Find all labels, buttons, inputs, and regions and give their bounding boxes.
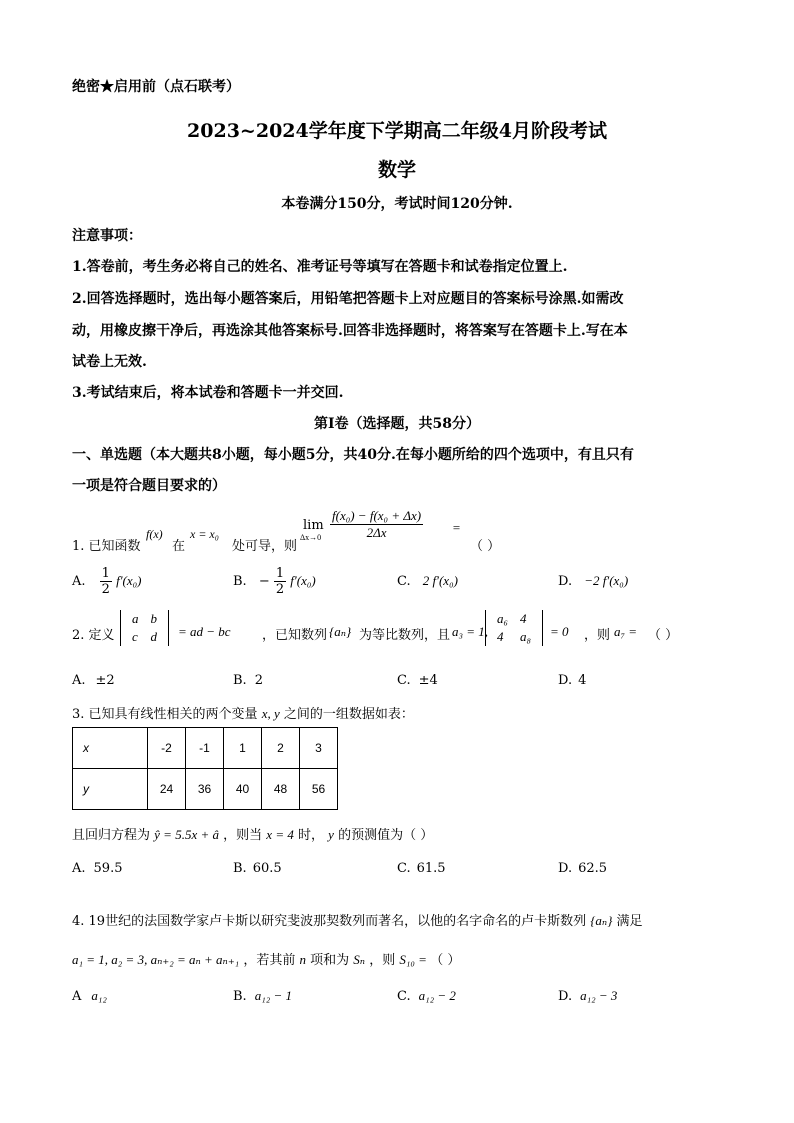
q3-regression-line: 且回归方程为 ŷ = 5.5x + â ，则当 x = 4 时， y 的预测值为（ ） [72,827,434,843]
table-row [73,728,338,769]
q1-mid: 在 [172,539,186,554]
notice-item: 2.回答选择题时，选出每小题答案后，用铅笔把答题卡上对应题目的答案标号涂黑.如需改 [72,291,624,307]
subject-title: 数学 [377,159,416,181]
q2-option-c: C. ±4 [397,673,438,688]
q4-line1: 4. 19世纪的法国数学家卢卡斯以研究斐波那契数列而著名，以他的名字命名的卢卡斯数列 [72,914,587,929]
table-cell: -1 [186,728,224,769]
table-cell: 24 [148,769,186,810]
table-cell: 56 [300,769,338,810]
q4-option-d: D. a₁₂ − 3 [558,988,618,1004]
table-cell: 40 [224,769,262,810]
q1-option-b: B. − $\frac{1}{2}$ f′(x₀) [233,566,316,597]
q2-determinant-def: a b c d [120,610,169,646]
q2-eq2: = 0 [550,624,569,639]
q4-recurrence: a₁ = 1, a₂ = 3, aₙ₊₂ = aₙ + aₙ₊₁ [72,952,240,967]
q2-tail: ，则 [584,628,611,643]
q3-option-d: D. 62.5 [558,861,608,876]
question-4: 4. 19世纪的法国数学家卢卡斯以研究斐波那契数列而著名，以他的名字命名的卢卡斯数列 {aₙ} 满足 [72,913,643,929]
q1-option-d: D. −2 f′(x₀) [558,573,629,589]
q1-numerator: f(x₀) − f(x₀ + Δx) [332,508,422,523]
table-header-cell: x [73,728,148,769]
q2-cond: a₃ = 1, [452,624,489,639]
q2-seq: {aₙ} [329,624,352,639]
q3-option-c: C. 61.5 [397,861,446,876]
q2-lead: 2. 定义 [72,628,115,643]
notice-item: 3.考试结束后，将本试卷和答题卡一并交回. [72,385,344,401]
q4-option-a: A a₁₂ [72,988,107,1004]
q1-cond: x = x₀ [190,527,219,541]
notice-item: 试卷上无效. [72,354,147,370]
q2-option-b: B. 2 [233,673,263,688]
table-row [73,769,338,810]
q2-ask: a₇ = [614,624,638,639]
q1-fraction [330,508,423,541]
q3-vars: x, y [261,706,280,721]
table-header-cell: y [73,769,148,810]
q2-mid: ，已知数列 [262,628,328,643]
section-heading: 一、单选题（本大题共8小题，每小题5分，共40分.在每小题所给的四个选项中，有且只有 [72,447,634,463]
q1-denominator: 2Δx [366,525,387,540]
table-cell: 48 [262,769,300,810]
table-cell: 3 [300,728,338,769]
q4-option-c: C. a₁₂ − 2 [397,988,456,1004]
q2-option-d: D. 4 [558,673,587,688]
table-cell: -2 [148,728,186,769]
exam-title: 2023~2024学年度下学期高二年级4月阶段考试 [187,120,607,142]
q1-limsub: Δx→0 [300,533,322,542]
q1-equals: = [452,520,461,535]
q4-condition-line: a₁ = 1, a₂ = 3, aₙ₊₂ = aₙ + aₙ₊₁ ，若其前 n 项和为 Sₙ ，则 S₁₀ = （ ） [72,952,461,968]
q1-mid2: 处可导，则 [232,539,298,554]
part1-heading: 第Ⅰ卷（选择题，共58分） [313,416,481,432]
q1-option-c: C. 2 f′(x₀) [397,573,458,589]
section-heading-cont: 一项是符合题目要求的） [72,478,226,494]
notice-item: 动，用橡皮擦干净后，再选涂其他答案标号.回答非选择题时，将答案写在答题卡上.写在本 [72,323,628,339]
q2-blank: （ ） [648,628,679,643]
q1-option-a: A. $\frac{1}{2}$ f′(x₀) [72,566,142,597]
notice-heading: 注意事项： [72,228,142,244]
q3-data-table [72,727,338,810]
table-cell: 2 [262,728,300,769]
q1-lim: lim [303,518,324,533]
confidential-label: 绝密★启用前（点石联考） [72,79,240,95]
table-cell: 36 [186,769,224,810]
q2-option-a: A. ±2 [72,673,115,688]
q1-fx: f(x) [146,527,163,541]
exam-info: 本卷满分150分，考试时间120分钟. [281,196,513,212]
q1-blank: （ ） [470,539,501,554]
q4-option-b: B. a₁₂ − 1 [233,988,292,1004]
q1-lead: 1. 已知函数 [72,539,141,554]
q3-regression-eq: ŷ = 5.5x + â [154,827,219,842]
q2-eq1: = ad − bc [178,624,231,639]
notice-item: 1.答卷前，考生务必将自己的姓名、准考证号等填写在答题卡和试卷指定位置上. [72,259,568,275]
q2-determinant: a₆ 4 4 a₈ [485,610,543,646]
q2-mid2: 为等比数列，且 [359,628,451,643]
question-3 [72,703,414,722]
table-cell: 1 [224,728,262,769]
q3-option-b: B. 60.5 [233,861,282,876]
q3-lead: 3. 已知具有线性相关的两个变量 [72,707,258,722]
q3-option-a: A. 59.5 [72,861,123,876]
q3-tail: 之间的一组数据如表： [283,707,414,722]
